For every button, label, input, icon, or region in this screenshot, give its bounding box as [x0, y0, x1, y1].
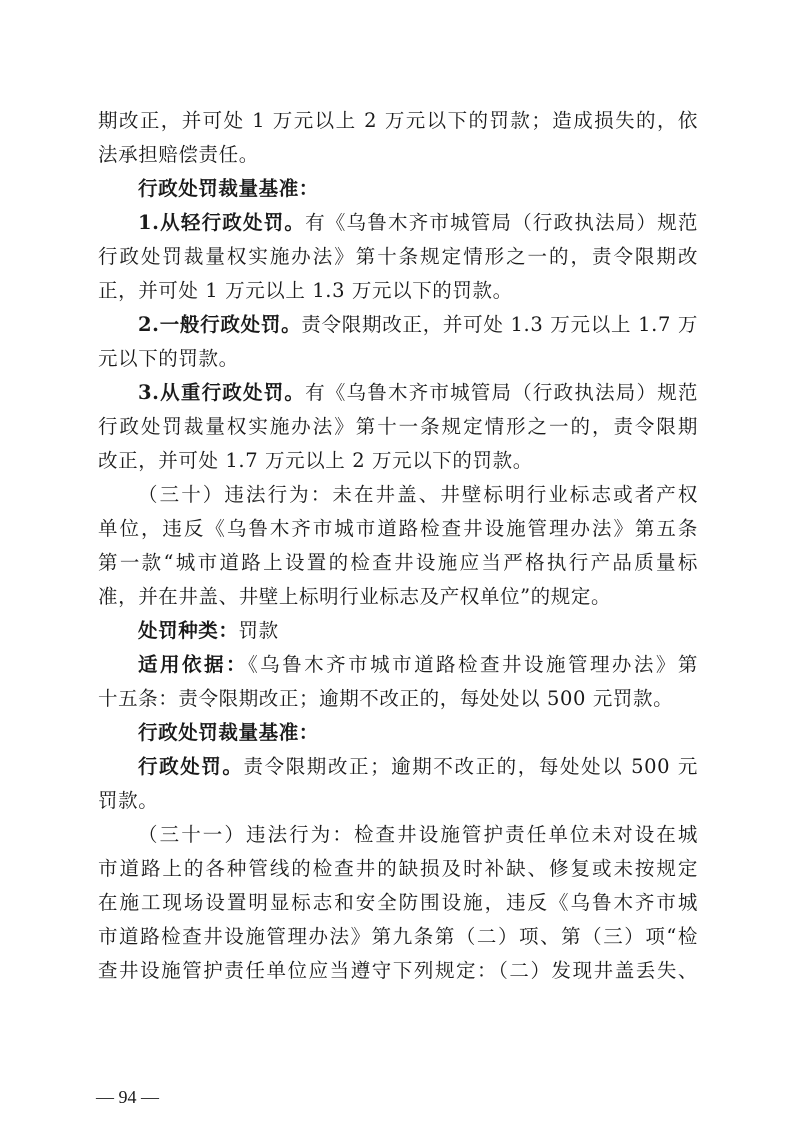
- body-text: 期改正，并可处 1 万元以上 2 万元以下的罚款；造成损失的，依: [98, 109, 698, 132]
- text-line: [98, 682, 698, 716]
- body-text: 查井设施管护责任单位应当遵守下列规定：（二）发现井盖丢失、: [98, 959, 698, 982]
- text-line: [98, 138, 698, 172]
- body-text: 罚款: [238, 619, 279, 642]
- body-text: 《乌鲁木齐市城市道路检查井设施管理办法》第: [247, 653, 698, 676]
- body-text: 正，并可处 1 万元以上 1.3 万元以下的罚款。: [98, 279, 513, 302]
- body-text: 罚款。: [98, 789, 159, 812]
- text-line: [98, 546, 698, 580]
- text-line: [98, 512, 698, 546]
- body-text: 行政处罚裁量权实施办法》第十一条规定情形之一的，责令限期: [98, 415, 698, 438]
- text-line: [98, 648, 698, 682]
- body-text: 有《乌鲁木齐市城管局（行政执法局）规范: [305, 211, 698, 234]
- body-text: 市道路检查井设施管理办法》第九条第（二）项、第（三）项“检: [98, 925, 698, 948]
- text-line: [98, 376, 698, 410]
- bold-heading-text: 适用依据：: [138, 653, 248, 676]
- body-text: 单位，违反《乌鲁木齐市城市道路检查井设施管理办法》第五条: [98, 517, 698, 540]
- text-line: [98, 886, 698, 920]
- text-line: [98, 852, 698, 886]
- body-text: 准，并在井盖、井壁上标明行业标志及产权单位”的规定。: [98, 585, 612, 608]
- text-line: [98, 750, 698, 784]
- text-line: [98, 784, 698, 818]
- text-line: [98, 308, 698, 342]
- bold-heading-text: 行政处罚裁量基准：: [138, 721, 319, 744]
- text-line: [98, 342, 698, 376]
- body-text: 改正，并可处 1.7 万元以上 2 万元以下的罚款。: [98, 449, 533, 472]
- document-body: [98, 104, 698, 988]
- text-line: [98, 410, 698, 444]
- text-line: [98, 580, 698, 614]
- text-line: [98, 920, 698, 954]
- text-line: [98, 444, 698, 478]
- text-line: [98, 954, 698, 988]
- text-line: [98, 818, 698, 852]
- text-line: [98, 478, 698, 512]
- text-line: [98, 274, 698, 308]
- body-text: 责令限期改正；逾期不改正的，每处处以 500 元: [243, 755, 698, 778]
- body-text: 在施工现场设置明显标志和安全防围设施，违反《乌鲁木齐市城: [98, 891, 698, 914]
- bold-heading-text: 2.一般行政处罚。: [138, 313, 302, 336]
- body-text: 责令限期改正，并可处 1.3 万元以上 1.7 万: [301, 313, 698, 336]
- body-text: 市道路上的各种管线的检查井的缺损及时补缺、修复或未按规定: [98, 857, 698, 880]
- text-line: [98, 172, 698, 206]
- body-text: 元以下的罚款。: [98, 347, 239, 370]
- page-number: — 94 —: [96, 1087, 159, 1107]
- body-text: 十五条：责令限期改正；逾期不改正的，每处处以 500 元罚款。: [98, 687, 674, 710]
- body-text: （三十）违法行为：未在井盖、井壁标明行业标志或者产权: [138, 483, 698, 506]
- text-line: [98, 716, 698, 750]
- text-line: [98, 206, 698, 240]
- body-text: （三十一）违法行为：检查井设施管护责任单位未对设在城: [138, 823, 698, 846]
- text-line: [98, 614, 698, 648]
- bold-heading-text: 处罚种类：: [138, 619, 239, 642]
- bold-heading-text: 3.从重行政处罚。: [138, 381, 306, 404]
- bold-heading-text: 行政处罚。: [138, 755, 244, 778]
- bold-heading-text: 1.从轻行政处罚。: [138, 211, 306, 234]
- text-line: [98, 240, 698, 274]
- body-text: 有《乌鲁木齐市城管局（行政执法局）规范: [305, 381, 698, 404]
- body-text: 第一款“城市道路上设置的检查井设施应当严格执行产品质量标: [98, 551, 698, 574]
- bold-heading-text: 行政处罚裁量基准：: [138, 177, 319, 200]
- body-text: 法承担赔偿责任。: [98, 143, 259, 166]
- body-text: 行政处罚裁量权实施办法》第十条规定情形之一的，责令限期改: [98, 245, 698, 268]
- text-line: [98, 104, 698, 138]
